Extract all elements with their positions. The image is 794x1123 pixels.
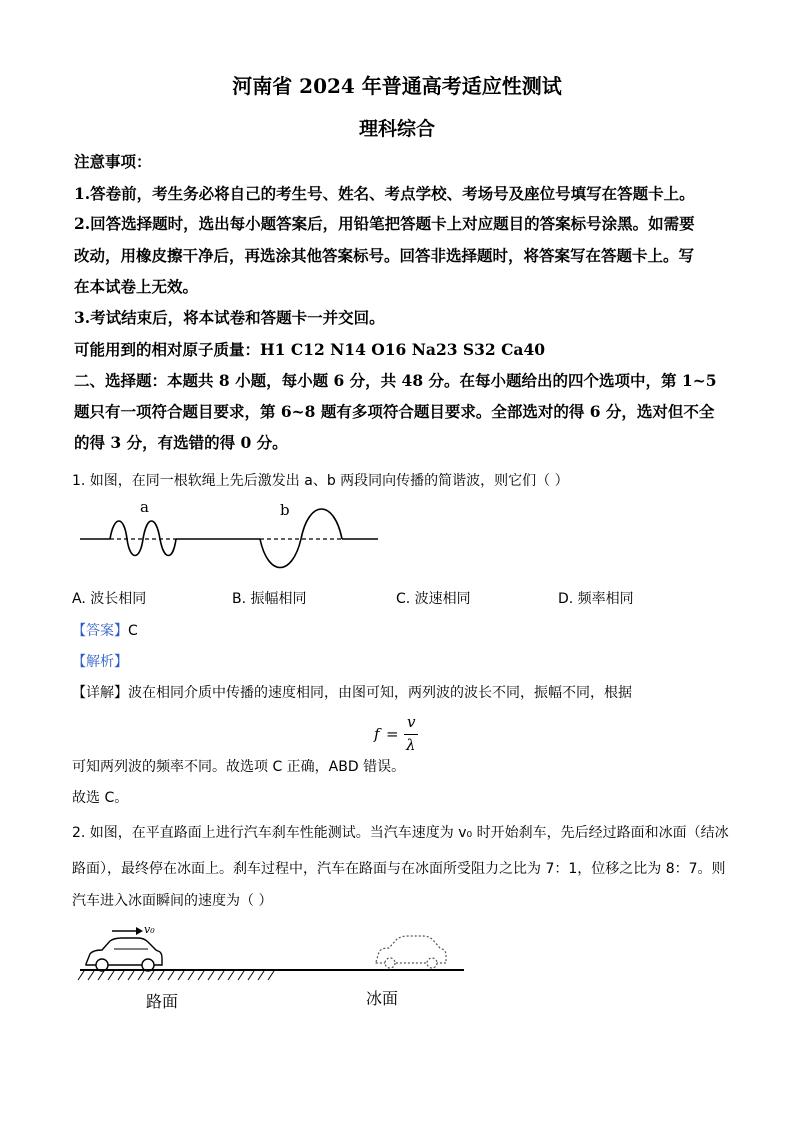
notes-item-1: 1.答卷前，考生务必将自己的考生号、姓名、考点学校、考场号及座位号填写在答题卡上。 (74, 184, 695, 203)
q1-stem: 1. 如图，在同一根软绳上先后激发出 a、b 两段同向传播的简谐波，则它们（ ） (72, 473, 569, 489)
stopped-car-icon (376, 936, 446, 968)
q2-line-2: 路面），最终停在冰面上。刹车过程中，汽车在路面与在冰面所受阻力之比为 7：1，位移之比为 8：7。则 (72, 861, 726, 877)
formula-denominator: λ (406, 736, 416, 754)
detail-tag: 【详解】 (72, 685, 128, 701)
ice-label: 冰面 (366, 989, 399, 1008)
wave-label-a: a (140, 498, 149, 516)
analysis-tag: 【解析】 (72, 654, 128, 670)
q1-detail (72, 682, 632, 702)
notes-item-3: 3.考试结束后，将本试卷和答题卡一并交回。 (74, 308, 385, 327)
q1-option-d: D. 频率相同 (558, 591, 634, 607)
q2-line-1: 2. 如图，在平直路面上进行汽车刹车性能测试。当汽车速度为 v₀ 时开始刹车，先后经过路面和冰面（结冰 (72, 825, 729, 841)
car-icon (86, 938, 162, 971)
q2-line-3: 汽车进入冰面瞬间的速度为（ ） (72, 893, 273, 909)
q1-option-a: A. 波长相同 (72, 591, 147, 607)
road-label: 路面 (146, 992, 179, 1011)
notes-heading: 注意事项： (74, 152, 152, 171)
answer-value: C (128, 623, 138, 639)
q1-analysis-tag (72, 651, 128, 671)
q1-option-b: B. 振幅相同 (232, 591, 307, 607)
q1-option-c: C. 波速相同 (396, 591, 471, 607)
answer-tag: 【答案】 (72, 623, 128, 639)
velocity-label: v₀ (144, 923, 155, 936)
atomic-masses: 可能用到的相对原子质量：H1 C12 N14 O16 Na23 S32 Ca40 (74, 340, 546, 359)
page-subtitle: 理科综合 (358, 118, 435, 140)
section-line-3: 的得 3 分，有选错的得 0 分。 (74, 433, 288, 452)
notes-item-2-line-1: 2.回答选择题时，选出每小题答案后，用铅笔把答题卡上对应题目的答案标号涂黑。如需要 (74, 214, 695, 233)
page-title: 河南省 2024 年普通高考适应性测试 (232, 74, 562, 98)
road-hatching (78, 971, 274, 980)
arrow-right-icon (136, 927, 143, 935)
formula-fraction-bar (404, 734, 418, 735)
q1-conclusion: 可知两列波的频率不同。故选项 C 正确，ABD 错误。 (72, 759, 406, 775)
section-line-1: 二、选择题：本题共 8 小题，每小题 6 分，共 48 分。在每小题给出的四个选项中，第 1~5 (74, 371, 717, 390)
formula-numerator: v (407, 713, 416, 731)
notes-item-2-line-3: 在本试卷上无效。 (74, 277, 199, 296)
wave-label-b: b (280, 501, 290, 519)
q1-answer (72, 620, 138, 640)
formula-f: f (374, 725, 380, 743)
detail-text: 波在相同介质中传播的速度相同，由图可知，两列波的波长不同，振幅不同，根据 (128, 685, 632, 701)
q1-final: 故选 C。 (72, 790, 129, 806)
car-figure (76, 918, 476, 1018)
wave-figure (76, 495, 386, 575)
section-line-2: 题只有一项符合题目要求，第 6~8 题有多项符合题目要求。全部选对的得 6 分，选对但不全 (74, 402, 715, 421)
formula-equals: = (386, 725, 399, 743)
notes-item-2-line-2: 改动，用橡皮擦干净后，再选涂其他答案标号。回答非选择题时，将答案写在答题卡上。写 (74, 246, 695, 265)
